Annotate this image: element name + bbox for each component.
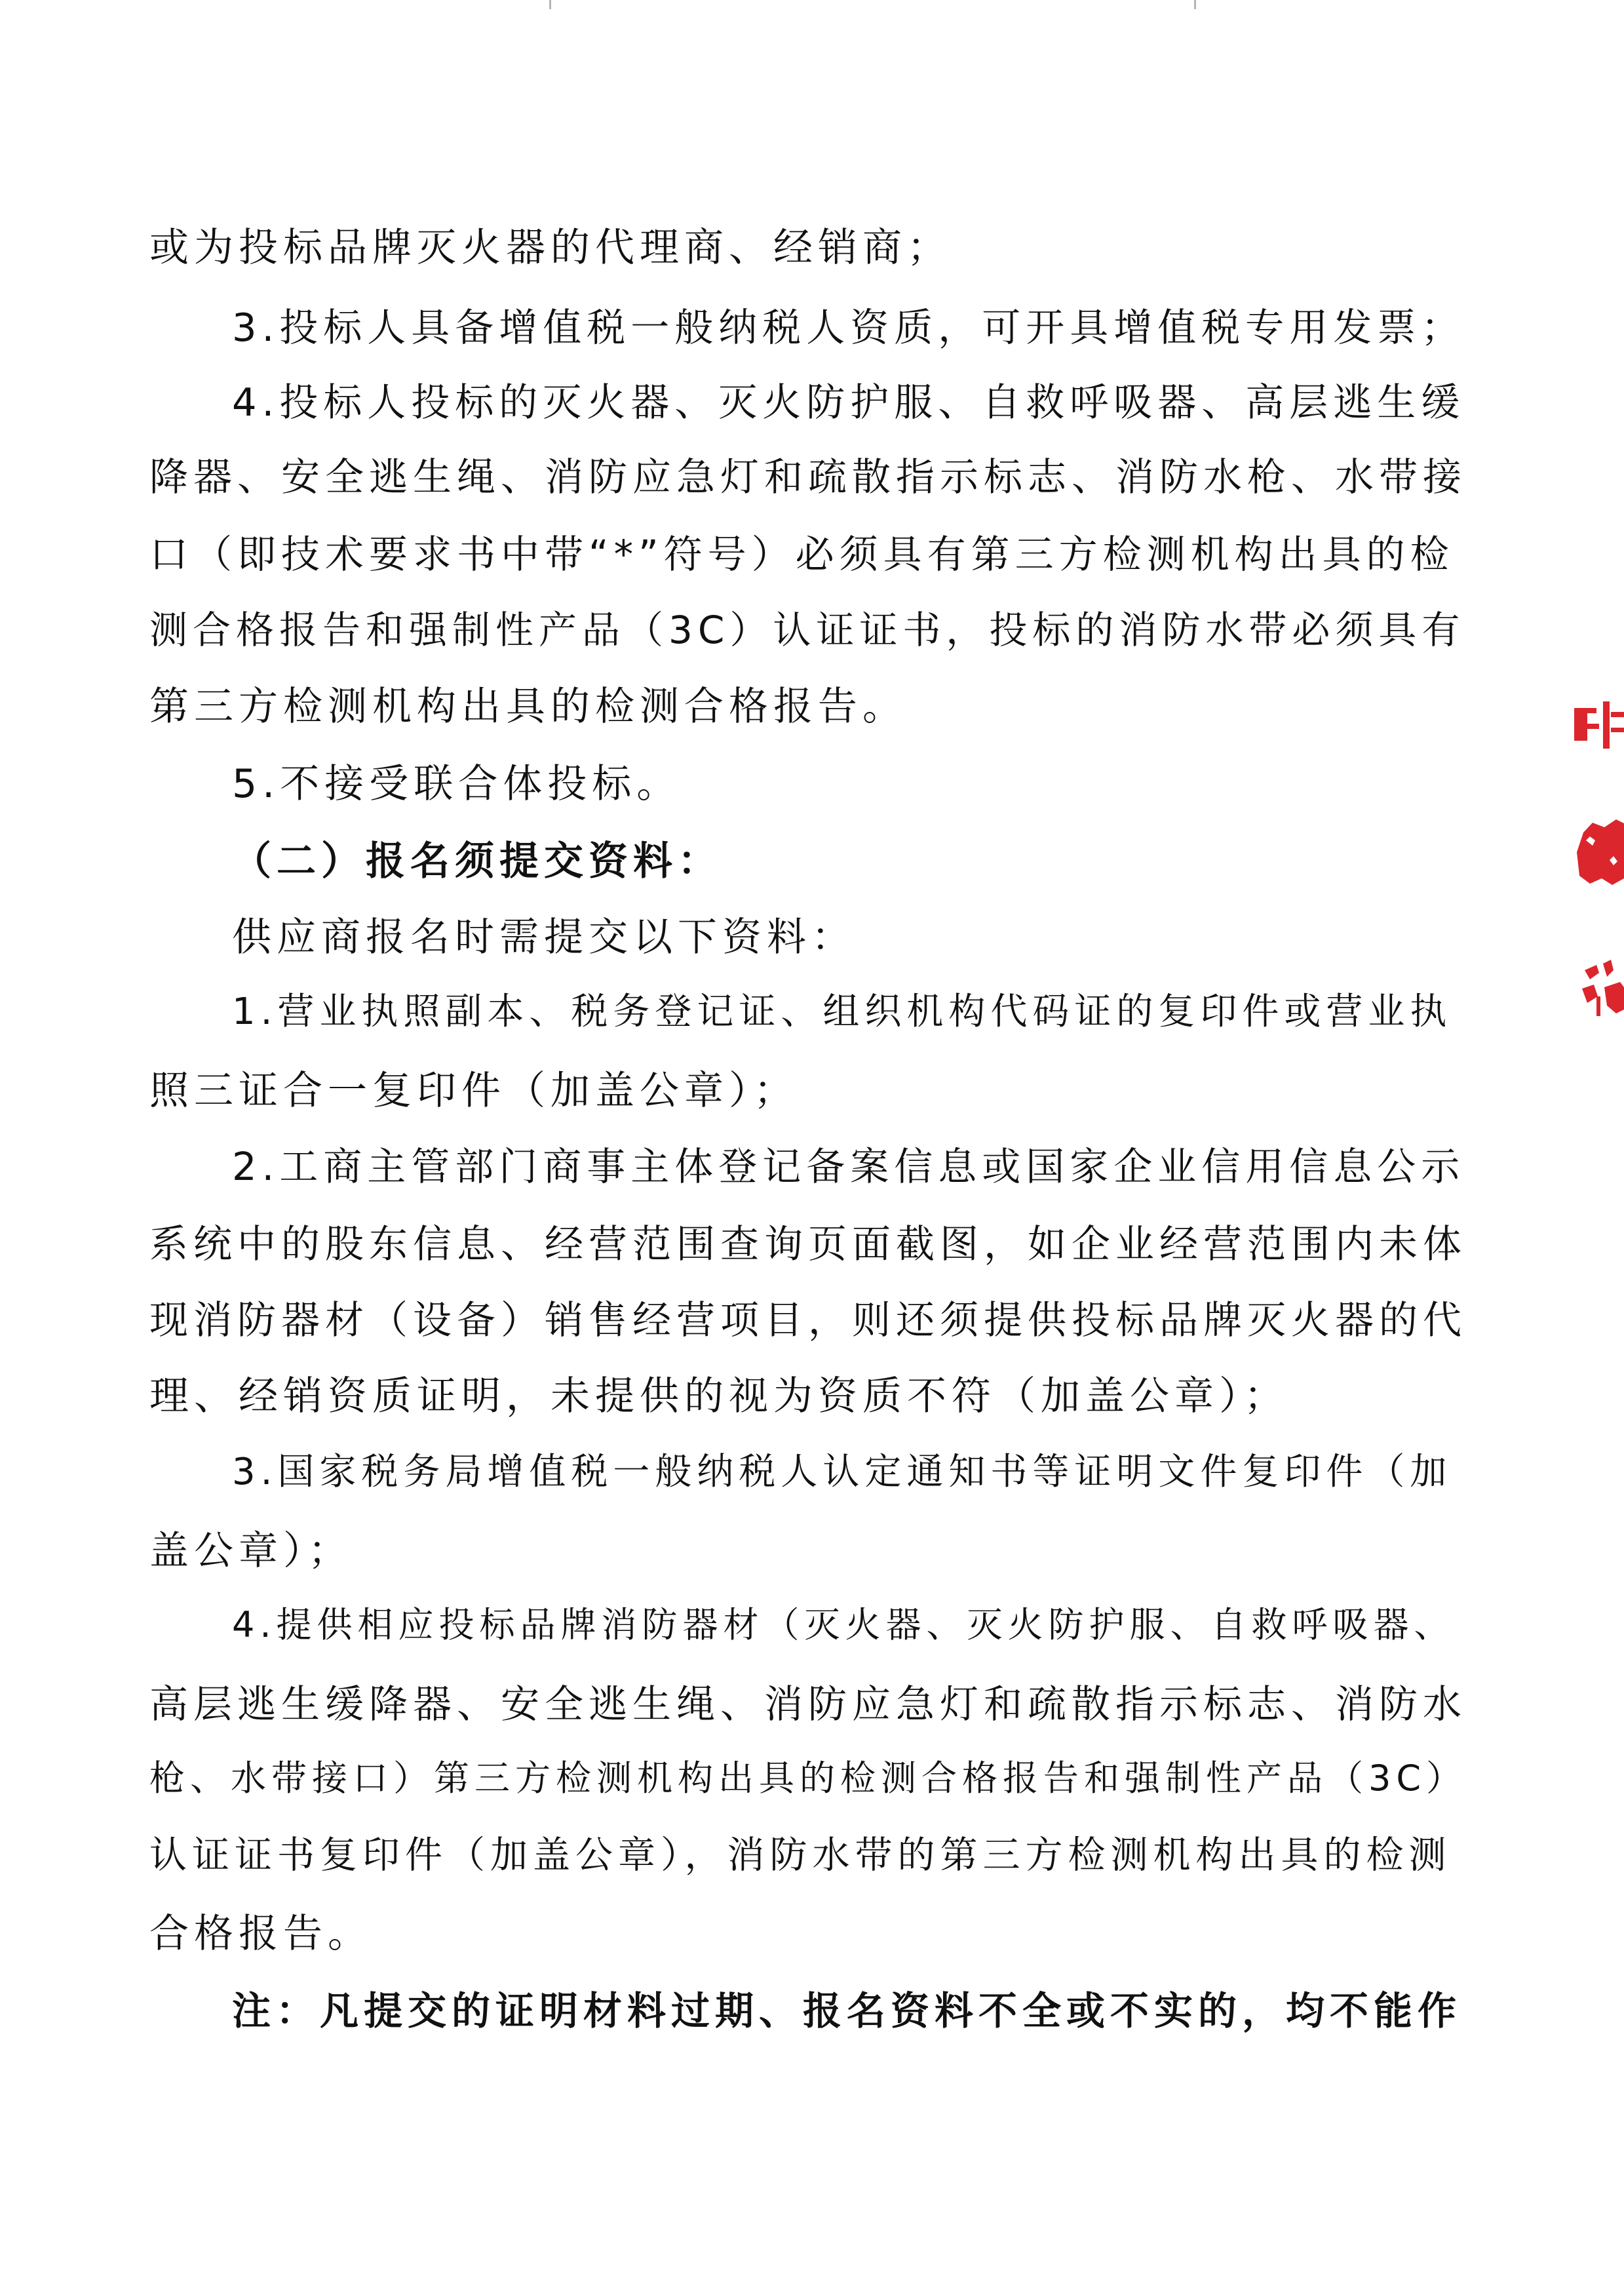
- paragraph-line-8: 5.不接受联合体投标。: [232, 761, 682, 807]
- paragraph-line-17: 3.国家税务局增值税一般纳税人认定通知书等证明文件复印件（加: [232, 1451, 1452, 1493]
- paragraph-line-18: 盖公章）；: [149, 1528, 353, 1574]
- scan-edge-mark-right: [1194, 0, 1196, 9]
- paragraph-line-6: 测合格报告和强制性产品（3C）认证证书，投标的消防水带必须具有: [149, 608, 1465, 652]
- paragraph-line-23: 合格报告。: [149, 1911, 372, 1957]
- paragraph-line-19: 4.提供相应投标品牌消防器材（灭火器、灭火防护服、自救呼吸器、: [232, 1604, 1455, 1645]
- section-heading: （二）报名须提交资料：: [232, 838, 722, 884]
- paragraph-line-5: 口（即技术要求书中带“*”符号）必须具有第三方检测机构出具的检: [149, 532, 1454, 577]
- paragraph-line-2: 3.投标人具备增值税一般纳税人资质，可开具增值税专用发票；: [232, 305, 1465, 350]
- paragraph-line-13: 2.工商主管部门商事主体登记备案信息或国家企业信用信息公示: [232, 1144, 1465, 1189]
- scan-edge-mark-left: [549, 0, 551, 9]
- paragraph-line-15: 现消防器材（设备）销售经营项目，则还须提供投标品牌灭火器的代: [149, 1297, 1467, 1343]
- paragraph-line-22: 认证证书复印件（加盖公章），消防水带的第三方检测机构出具的检测: [149, 1834, 1452, 1877]
- note-line: 注：凡提交的证明材料过期、报名资料不全或不实的，均不能作: [232, 1988, 1462, 2033]
- paragraph-line-14: 系统中的股东信息、经营范围查询页面截图，如企业经营范围内未体: [149, 1221, 1467, 1266]
- red-seal-stamp: [1570, 688, 1624, 1055]
- paragraph-line-21: 枪、水带接口）第三方检测机构出具的检测合格报告和强制性产品（3C）: [149, 1757, 1467, 1799]
- paragraph-line-10: 供应商报名时需提交以下资料：: [232, 914, 856, 960]
- paragraph-line-12: 照三证合一复印件（加盖公章）；: [149, 1068, 798, 1114]
- paragraph-line-7: 第三方检测机构出具的检测合格报告。: [149, 684, 907, 730]
- paragraph-line-3: 4.投标人投标的灭火器、灭火防护服、自救呼吸器、高层逃生缓: [232, 380, 1465, 425]
- paragraph-line-4: 降器、安全逃生绳、消防应急灯和疏散指示标志、消防水枪、水带接: [149, 454, 1467, 500]
- paragraph-line-11: 1.营业执照副本、税务登记证、组织机构代码证的复印件或营业执: [232, 991, 1452, 1033]
- paragraph-line-1: 或为投标品牌灭火器的代理商、经销商；: [149, 225, 952, 271]
- paragraph-line-20: 高层逃生缓降器、安全逃生绳、消防应急灯和疏散指示标志、消防水: [149, 1681, 1467, 1727]
- seal-fragment-graphic: [1570, 688, 1624, 1055]
- paragraph-line-16: 理、经销资质证明，未提供的视为资质不符（加盖公章）；: [149, 1373, 1288, 1419]
